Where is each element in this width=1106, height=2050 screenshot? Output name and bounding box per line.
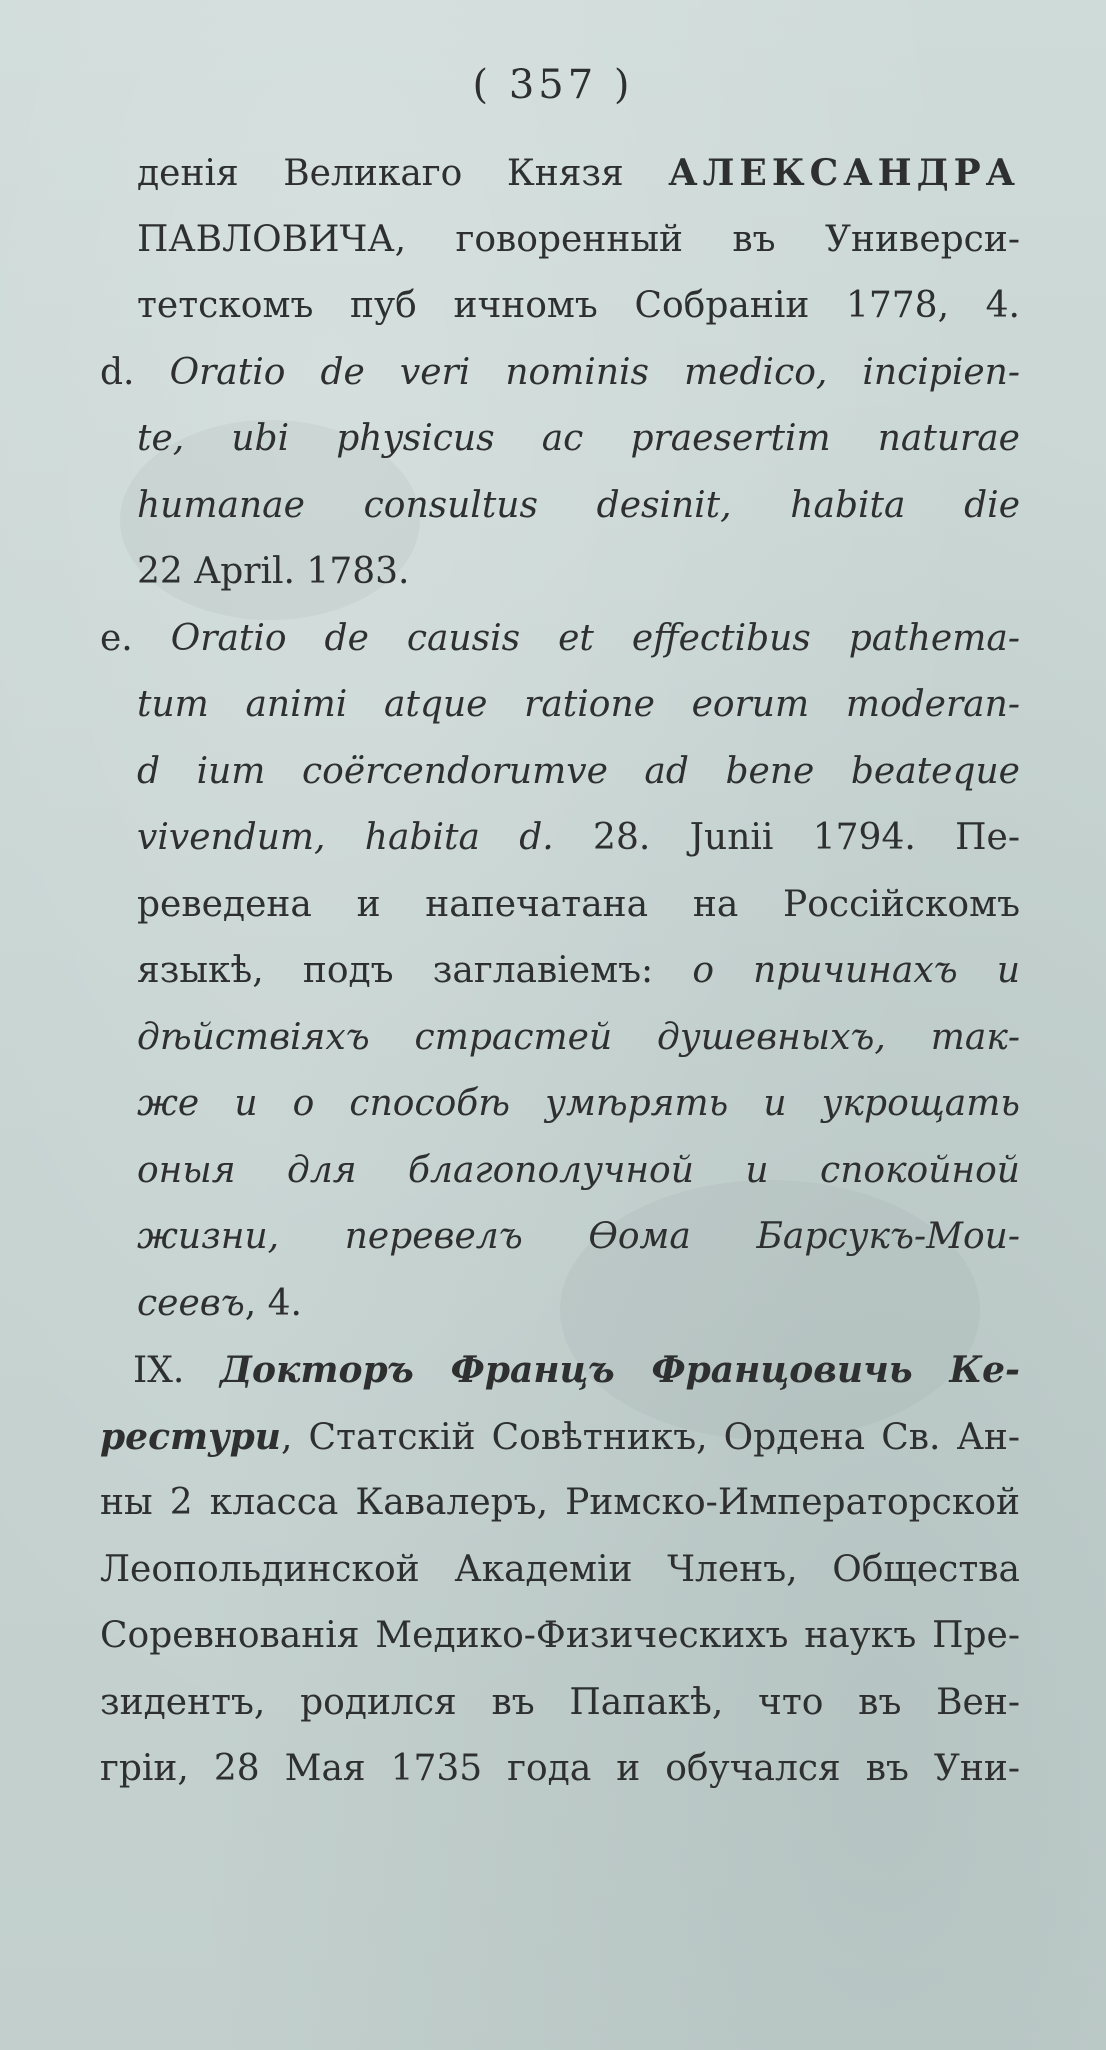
text-span: ны 2 класса Кавалеръ, Римско-Императорской: [100, 1482, 1020, 1523]
text-line: [100, 1337, 1020, 1404]
text-line: [100, 1071, 1020, 1138]
text-line: [100, 739, 1020, 806]
text-span: d.: [100, 351, 170, 393]
text-span: humanae consultus desinit, habita die: [137, 484, 1020, 526]
text-span: АЛЕКСАНДРА: [668, 152, 1020, 194]
text-line: [100, 273, 1020, 340]
text-span: Oratio de veri nominis medico, incipien-: [169, 351, 1020, 393]
text-span: d ium coërcendorumve ad bene beateque: [137, 750, 1020, 792]
text-line: [100, 340, 1020, 407]
text-span: 28. Junii 1794. Пе-: [593, 817, 1020, 858]
text-span: дѣйствіяхъ страстей душевныхъ, так-: [137, 1016, 1020, 1058]
text-line: [100, 140, 1020, 207]
text-span: денія Великаго Князя: [137, 153, 669, 194]
text-line: [100, 1537, 1020, 1604]
text-span: 22 April. 1783.: [137, 551, 410, 592]
text-span: сеевъ: [137, 1282, 245, 1324]
text-line: [100, 1271, 1020, 1338]
text-span: же и о способѣ умѣрять и укрощать: [137, 1083, 1020, 1124]
text-span: IX.: [133, 1350, 221, 1391]
text-line: [100, 672, 1020, 739]
text-line: [100, 1736, 1020, 1803]
text-span: жизни, перевелъ Ѳома Барсукъ-Мои-: [137, 1216, 1020, 1257]
page-number: ( 357 ): [472, 62, 634, 108]
text-span: зидентъ, родился въ Папакѣ, что въ Вен-: [100, 1681, 1020, 1723]
text-line: [100, 805, 1020, 872]
text-line: [100, 1470, 1020, 1537]
text-line: [100, 938, 1020, 1005]
text-span: гріи, 28 Мая 1735 года и обучался въ Уни-: [100, 1748, 1020, 1789]
text-line: [100, 1138, 1020, 1205]
text-span: о причинахъ и: [692, 950, 1020, 991]
text-span: Oratio de causis et effectibus pathema-: [170, 617, 1020, 659]
text-span: ПАВЛОВИЧА, говоренный въ Универси-: [137, 218, 1020, 260]
text-span: оныя для благополучной и спокойной: [137, 1149, 1020, 1191]
text-span: Соревнованія Медико-Физическихъ наукъ Пре-: [100, 1615, 1020, 1656]
text-line: [100, 872, 1020, 939]
text-span: te, ubi physicus ac praesertim naturae: [137, 418, 1020, 459]
text-span: , Статскій Совѣтникъ, Ордена Св. Ан-: [280, 1416, 1020, 1458]
text-line: [100, 1603, 1020, 1670]
text-span: tum animi atque ratione eorum moderan-: [137, 684, 1020, 725]
text-line: [100, 539, 1020, 606]
text-line: [100, 1005, 1020, 1072]
text-span: vivendum, habita d.: [137, 817, 594, 858]
text-line: [100, 207, 1020, 274]
text-line: [100, 1670, 1020, 1737]
text-line: [100, 406, 1020, 473]
text-span: Докторъ Францъ Францовичь Ке-: [220, 1349, 1020, 1391]
text-line: [100, 473, 1020, 540]
text-line: [100, 1404, 1020, 1471]
text-line: [100, 1204, 1020, 1271]
text-span: языкѣ, подъ заглавіемъ:: [137, 950, 693, 991]
text-span: , 4.: [244, 1282, 302, 1324]
text-span: реведена и напечатана на Россійскомъ: [137, 883, 1020, 925]
body-text: [100, 140, 1020, 1803]
text-span: рестури: [100, 1415, 281, 1458]
text-span: тетскомъ пуб ичномъ Собраніи 1778, 4.: [137, 285, 1020, 326]
text-line: [100, 606, 1020, 673]
text-span: Леопольдинской Академіи Членъ, Общества: [100, 1548, 1020, 1590]
text-span: e.: [100, 617, 171, 659]
